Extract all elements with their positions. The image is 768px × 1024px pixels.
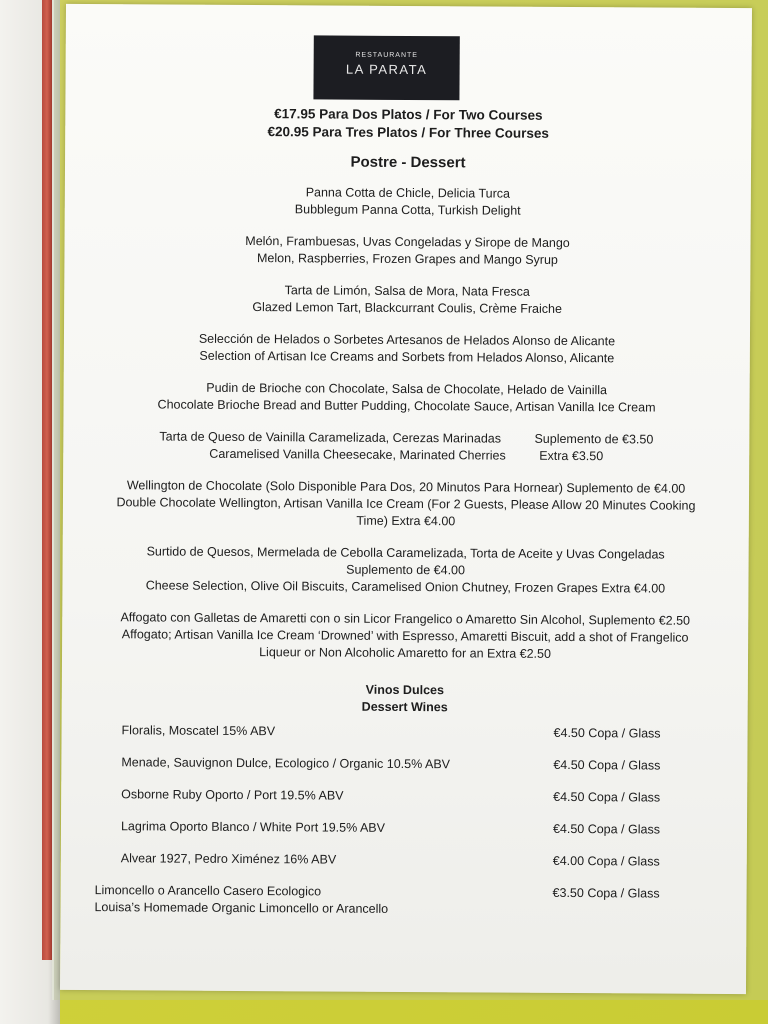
wine-list [60, 722, 747, 926]
wine-price: €4.50 Copa / Glass [553, 789, 661, 805]
wine-name: Alvear 1927, Pedro Ximénez 16% ABV [120, 851, 337, 867]
dessert-spanish: Tarta de Limón, Salsa de Mora, Nata Fresca [284, 283, 530, 299]
affogato-line: Affogato; Artisan Vanilla Ice Cream ‘Drowned’ with Espresso, Amaretti Biscuit, add a shot of Frangelico [121, 627, 689, 645]
dessert-english-text: Caramelised Vanilla Cheesecake, Marinated Cherries [209, 446, 506, 463]
cheese-line: Suplemento de €4.00 [346, 562, 466, 578]
dessert-item [64, 281, 750, 319]
wellington-item [63, 477, 749, 532]
affogato-line: Affogato con Galletas de Amaretti con o sin Licor Frangelico o Amaretto Sin Alcohol, Suplemento €2.50 [120, 610, 691, 628]
limoncello-name [94, 882, 388, 918]
dessert-section-title: Postre - Dessert [350, 153, 466, 172]
wine-row-limoncello [60, 882, 746, 926]
wine-row [61, 786, 747, 822]
dessert-english: Chocolate Brioche Bread and Butter Pudding, Chocolate Sauce, Artisan Vanilla Ice Cream [157, 397, 656, 415]
price-three-courses: €20.95 Para Tres Platos / For Three Courses [267, 124, 549, 141]
cheese-item [62, 543, 748, 598]
wine-name: Lagrima Oporto Blanco / White Port 19.5% ABV [120, 819, 386, 835]
dessert-english: Bubblegum Panna Cotta, Turkish Delight [294, 202, 521, 218]
wine-name: Osborne Ruby Oporto / Port 19.5% ABV [121, 787, 344, 803]
logo-title: LA PARATA [345, 61, 428, 78]
dessert-english: Melon, Raspberries, Frozen Grapes and Mango Syrup [256, 251, 558, 267]
wine-row [61, 850, 747, 886]
dessert-spanish-text: Tarta de Queso de Vainilla Caramelizada, Cerezas Marinadas [159, 429, 502, 446]
restaurant-logo [313, 35, 459, 100]
cheese-line: Cheese Selection, Olive Oil Biscuits, Caramelised Onion Chutney, Frozen Grapes Extra €4.00 [145, 578, 666, 596]
dessert-item [64, 232, 750, 270]
wine-price: €4.00 Copa / Glass [552, 853, 660, 869]
affogato-item [62, 609, 748, 664]
dessert-item [64, 330, 750, 368]
wine-price: €4.50 Copa / Glass [553, 725, 661, 741]
wine-row [61, 818, 747, 854]
wine-name: Floralis, Moscatel 15% ABV [121, 723, 276, 739]
wine-row [61, 754, 747, 790]
wine-name: Menade, Sauvignon Dulce, Ecologico / Organic 10.5% ABV [121, 755, 451, 772]
dessert-english: Selection of Artisan Ice Creams and Sorbets from Helados Alonso, Alicante [199, 348, 615, 366]
wine-row [61, 722, 747, 758]
wines-title-spanish: Vinos Dulces [365, 682, 445, 698]
affogato-line: Liqueur or Non Alcoholic Amaretto for an Extra €2.50 [259, 645, 552, 661]
limoncello-english: Louisa’s Homemade Organic Limoncello or Arancello [94, 900, 389, 916]
price-two-courses: €17.95 Para Dos Platos / For Two Courses [274, 106, 543, 123]
dessert-english: Glazed Lemon Tart, Blackcurrant Coulis, Crème Fraiche [252, 300, 563, 316]
wines-title-english: Dessert Wines [361, 699, 448, 715]
wine-price: €4.50 Copa / Glass [553, 757, 661, 773]
dessert-item [63, 428, 749, 466]
limoncello-spanish: Limoncello o Arancello Casero Ecologico [94, 883, 322, 899]
logo-subtitle: RESTAURANTE [355, 51, 419, 60]
menu-page [60, 4, 752, 994]
wines-section-title [62, 680, 748, 718]
wellington-line: Time) Extra €4.00 [356, 513, 456, 529]
cheese-line: Surtido de Quesos, Mermelada de Cebolla Caramelizada, Torta de Aceite y Uvas Congeladas [146, 544, 665, 562]
dessert-item [64, 379, 750, 417]
dessert-item [65, 183, 751, 221]
extra-price: Extra €3.50 [539, 448, 604, 464]
wellington-line: Double Chocolate Wellington, Artisan Vanilla Ice Cream (For 2 Guests, Please Allow 20 Minutes Cooking [116, 495, 696, 513]
wine-price: €4.50 Copa / Glass [552, 821, 661, 837]
wellington-line: Wellington de Chocolate (Solo Disponible Para Dos, 20 Minutos Para Hornear) Suplemento de €4.00 [126, 478, 686, 496]
menu-binding [42, 0, 52, 960]
wine-price: €3.50 Copa / Glass [552, 885, 660, 901]
menu-content [60, 104, 751, 926]
dessert-spanish: Selección de Helados o Sorbetes Artesanos de Helados Alonso de Alicante [198, 331, 616, 349]
dessert-spanish: Pudin de Brioche con Chocolate, Salsa de Chocolate, Helado de Vainilla [206, 380, 608, 398]
dessert-spanish: Panna Cotta de Chicle, Delicia Turca [305, 185, 511, 201]
supplement-price: Suplemento de €3.50 [534, 431, 654, 447]
dessert-spanish: Melón, Frambuesas, Uvas Congeladas y Sirope de Mango [245, 234, 570, 250]
